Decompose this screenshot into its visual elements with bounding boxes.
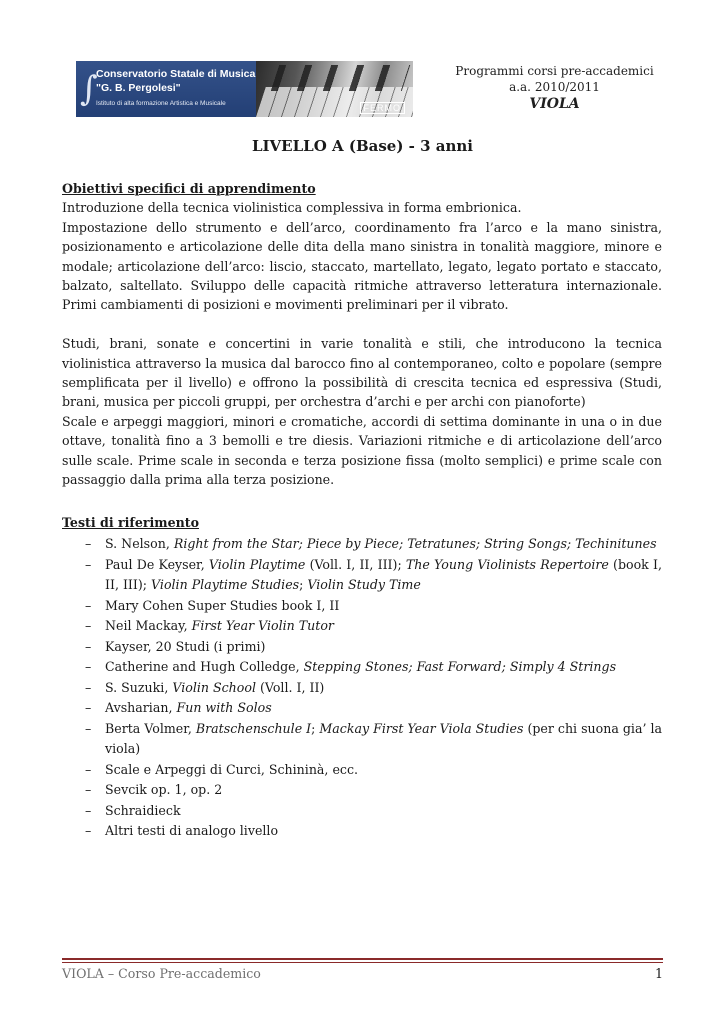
- list-item: – Neil Mackay, First Year Violin Tutor: [85, 618, 334, 633]
- list-item: – S. Suzuki, Violin School (Voll. I, II): [85, 679, 325, 695]
- footer-divider-thin: [62, 962, 663, 963]
- academic-year: a.a. 2010/2011: [509, 80, 600, 94]
- references-heading: Testi di riferimento: [62, 515, 199, 530]
- treble-clef-icon: ∫: [80, 69, 98, 109]
- list-item: – Avsharian, Fun with Solos: [85, 700, 272, 715]
- list-item: – Berta Volmer, Bratschenschule I; Mackay First Year Viola Studies (per chi suona gia’ la viola): [85, 720, 663, 756]
- references-list: [62, 534, 662, 842]
- logo-line-3: Istituto di alta formazione Artistica e Musicale: [96, 100, 226, 107]
- objectives-paragraph-4: Scale e arpeggi maggiori, minori e cromatiche, accordi di settima dominante in una o in due ottave, tonalità fino a 3 bemolli e tre diesis. Variazioni ritmiche e di articolazione dell’arco sulle scale. Prime scale in seconda e terza posizione fissa (molto semplici) e prime scale con passaggio dalla prima alla terza posizione.: [62, 413, 662, 488]
- list-item: – Kayser, 20 Studi (i primi): [85, 638, 266, 654]
- references-heading-block: [62, 513, 662, 532]
- piano-keys-image: [256, 61, 413, 117]
- objectives-paragraph-1: Introduzione della tecnica violinistica complessiva in forma embrionica.: [62, 200, 522, 216]
- conservatory-logo: [76, 61, 413, 117]
- list-item: – Schraidieck: [85, 802, 181, 818]
- logo-line-2: "G. B. Pergolesi": [96, 82, 181, 94]
- list-item: – Catherine and Hugh Colledge, Stepping Stones; Fast Forward; Simply 4 Strings: [85, 659, 617, 674]
- list-item: – S. Nelson, Right from the Star; Piece by Piece; Tetratunes; String Songs; Techinitunes: [85, 536, 657, 551]
- footer-course: VIOLA – Corso Pre-accademico: [62, 966, 261, 981]
- piano-black-keys: [262, 65, 410, 91]
- list-item: – Mary Cohen Super Studies book I, II: [85, 597, 340, 613]
- header-info: [448, 63, 661, 113]
- list-item: – Scale e Arpeggi di Curci, Schininà, ecc.: [85, 761, 359, 777]
- page-number: 1: [654, 966, 663, 981]
- logo-city: FERMO: [360, 102, 406, 114]
- level-title: LIVELLO A (Base) - 3 anni: [251, 137, 473, 155]
- objectives-paragraph-2: Impostazione dello strumento e dell’arco, coordinamento fra l’arco e la mano sinistra, posizionamento e articolazione delle dita della mano sinistra in tonalità maggiore, minore e modale; articolazione dell’arco: liscio, staccato, martellato, legato, legato portato e staccato, balzato, saltellato. Sviluppo delle capacità ritmiche attraverso letteratura internazionale. Primi cambiamenti di posizioni e movimenti preliminari per il vibrato.: [62, 219, 662, 313]
- logo-line-1: Conservatorio Statale di Musica: [96, 68, 256, 80]
- footer-divider: [62, 958, 663, 960]
- objectives-section: [62, 179, 662, 489]
- logo-text-panel: [76, 61, 256, 117]
- objectives-heading: Obiettivi specifici di apprendimento: [62, 181, 316, 196]
- program-label: Programmi corsi pre-accademici: [455, 64, 654, 78]
- objectives-paragraph-3: Studi, brani, sonate e concertini in varie tonalità e stili, che introducono la tecnica violinistica attraverso la musica dal barocco fino al contemporaneo, colto e popolare (sempre semplificata per il livello) e offrono la possibilità di crescita tecnica ed espressiva (Studi, brani, musica per piccoli gruppi, per orchestra d’archi e per archi con pianoforte): [62, 336, 662, 410]
- subject-title: VIOLA: [529, 96, 580, 112]
- list-item: – Paul De Keyser, Violin Playtime (Voll. I, II, III); The Young Violinists Repertoire (book I, II, III); Violin Playtime Studies; Violin Study Time: [85, 556, 662, 592]
- list-item: – Sevcik op. 1, op. 2: [85, 782, 223, 797]
- list-item: – Altri testi di analogo livello: [85, 823, 279, 838]
